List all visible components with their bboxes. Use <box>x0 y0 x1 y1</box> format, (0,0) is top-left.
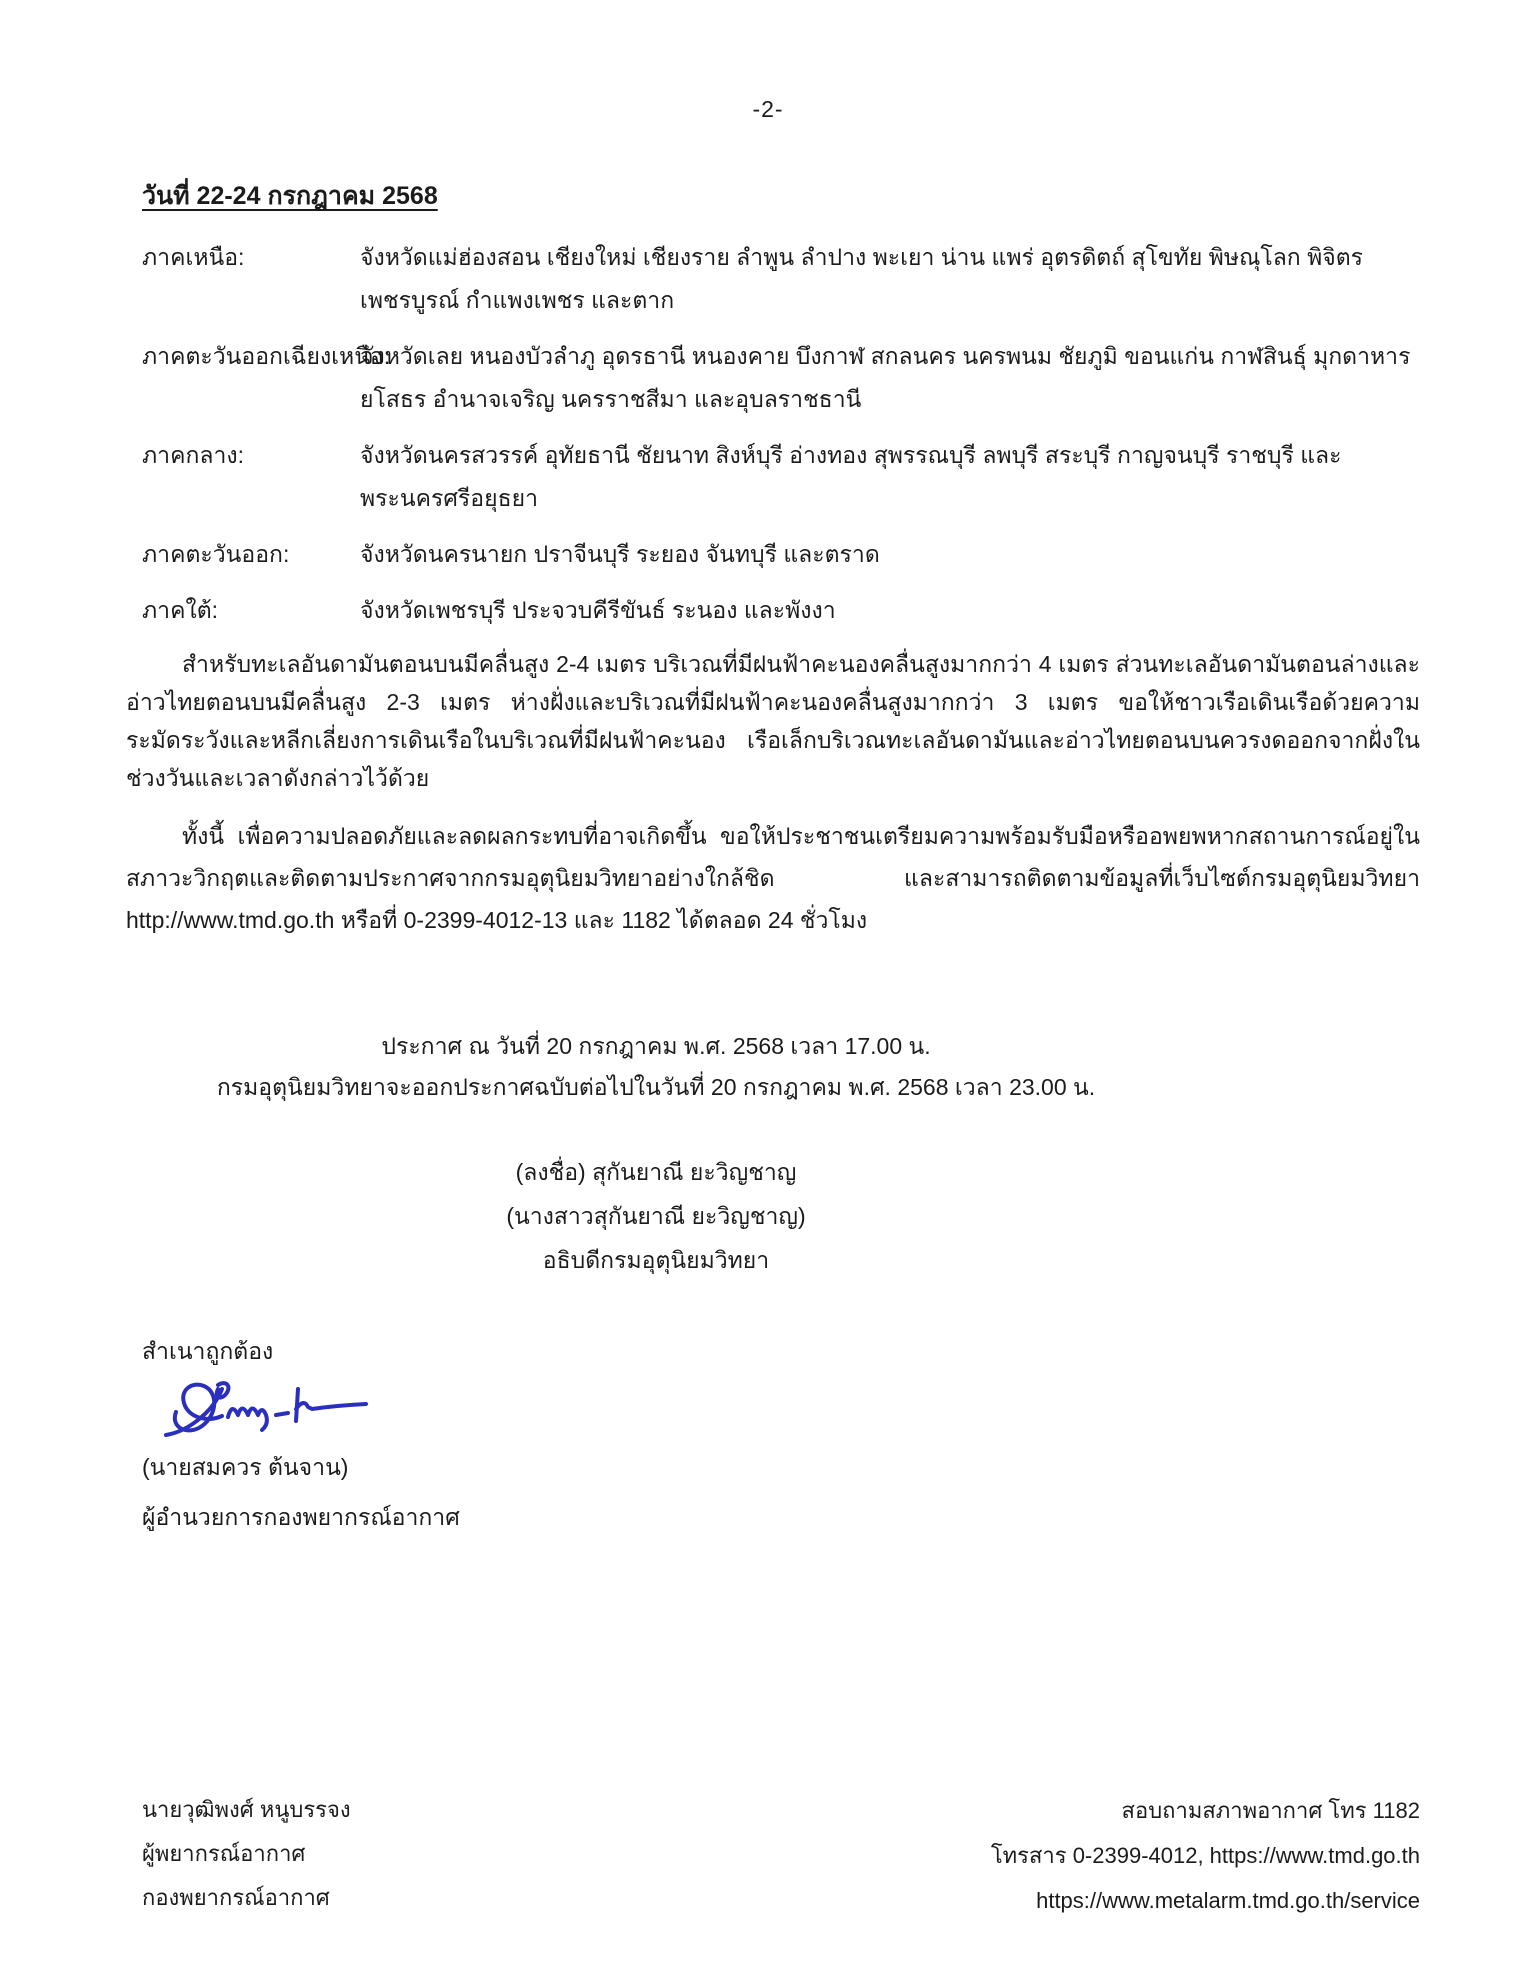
signatory-name: (นางสาวสุกันยาณี ยะวิญชาญ) <box>506 1203 806 1229</box>
weather-hotline: สอบถามสภาพอากาศ โทร 1182 <box>1121 1798 1420 1823</box>
forecaster-name: นายวุฒิพงศ์ หนูบรรจง <box>142 1797 351 1822</box>
certified-copy-label: สำเนาถูกต้อง <box>142 1338 274 1364</box>
region-row-east <box>142 533 1426 576</box>
region-provinces: จังหวัดเลย หนองบัวลำภู อุดรธานี หนองคาย บึงกาฬ สกลนคร นครพนม ชัยภูมิ ขอนแก่น กาฬสินธุ์ มุกดาหาร ยโสธร อำนาจเจริญ นครราชสีมา และอุบลราชธานี <box>360 343 1411 412</box>
issuance-datetime: ประกาศ ณ วันที่ 20 กรกฎาคม พ.ศ. 2568 เวลา 17.00 น. <box>381 1033 931 1059</box>
handwritten-signature-icon <box>160 1376 374 1446</box>
forecaster-role: ผู้พยากรณ์อากาศ <box>142 1841 306 1866</box>
forecast-period-heading: วันที่ 22-24 กรกฎาคม 2568 <box>142 182 438 210</box>
certifier-title: ผู้อำนวยการกองพยากรณ์อากาศ <box>142 1504 460 1530</box>
region-provinces: จังหวัดนครนายก ปราจีนบุรี ระยอง จันทบุรี และตราด <box>360 541 880 567</box>
region-row-north <box>142 236 1426 322</box>
region-label: ภาคตะวันออกเฉียงเหนือ: <box>142 343 391 369</box>
forecaster-info-block <box>142 1788 351 1920</box>
region-label: ภาคใต้: <box>142 597 219 623</box>
signatory-title: อธิบดีกรมอุตุนิยมวิทยา <box>542 1247 770 1273</box>
issuance-block <box>126 1026 1186 1108</box>
fax-and-website: โทรสาร 0-2399-4012, https://www.tmd.go.th <box>990 1843 1420 1868</box>
region-label: ภาคกลาง: <box>142 442 245 468</box>
safety-advice-paragraph: ทั้งนี้ เพื่อความปลอดภัยและลดผลกระทบที่อาจเกิดขึ้น ขอให้ประชาชนเตรียมความพร้อมรับมือหรืออพยพหากสถานการณ์อยู่ในสภาวะวิกฤตและติดตามประกาศจากกรมอุตุนิยมวิทยาอย่างใกล้ชิด และสามารถติดตามข้อมูลที่เว็บไซต์กรมอุตุนิยมวิทยา http://www.tmd.go.th หรือที่ 0-2399-4012-13 และ 1182 ได้ตลอด 24 ชั่วโมง <box>126 823 1420 933</box>
certifier-name: (นายสมควร ต้นจาน) <box>142 1454 349 1480</box>
region-row-central <box>142 434 1426 520</box>
region-forecast-list <box>142 236 1426 645</box>
contact-info-block <box>991 1788 1420 1923</box>
region-provinces: จังหวัดแม่ฮ่องสอน เชียงใหม่ เชียงราย ลำพูน ลำปาง พะเยา น่าน แพร่ อุตรดิตถ์ สุโขทัย พิษณุโลก พิจิตร เพชรบูรณ์ กำแพงเพชร และตาก <box>360 244 1364 313</box>
region-provinces: จังหวัดนครสวรรค์ อุทัยธานี ชัยนาท สิงห์บุรี อ่างทอง สุพรรณบุรี ลพบุรี สระบุรี กาญจนบุรี ราชบุรี และพระนครศรีอยุธยา <box>360 442 1342 511</box>
alert-service-url: https://www.metalarm.tmd.go.th/service <box>1036 1888 1420 1913</box>
region-row-south <box>142 589 1426 632</box>
page-number: -2- <box>752 96 784 122</box>
signatory-block <box>126 1150 1186 1282</box>
forecaster-division: กองพยากรณ์อากาศ <box>142 1885 330 1910</box>
region-provinces: จังหวัดเพชรบุรี ประจวบคีรีขันธ์ ระนอง และพังงา <box>360 597 836 623</box>
region-label: ภาคตะวันออก: <box>142 541 290 567</box>
signature-strokes <box>166 1383 366 1435</box>
region-label: ภาคเหนือ: <box>142 244 245 270</box>
certified-copy-block <box>142 1334 460 1536</box>
next-announcement-note: กรมอุตุนิยมวิทยาจะออกประกาศฉบับต่อไปในวันที่ 20 กรกฎาคม พ.ศ. 2568 เวลา 23.00 น. <box>216 1074 1096 1100</box>
signed-by-line: (ลงชื่อ) สุกันยาณี ยะวิญชาญ <box>515 1159 797 1185</box>
sea-conditions-paragraph: สำหรับทะเลอันดามันตอนบนมีคลื่นสูง 2-4 เมตร บริเวณที่มีฝนฟ้าคะนองคลื่นสูงมากกว่า 4 เมตร ส่วนทะเลอันดามันตอนล่างและอ่าวไทยตอนบนมีคลื่นสูง 2-3 เมตร ห่างฝั่งและบริเวณที่มีฝนฟ้าคะนองคลื่นสูงมากกว่า 3 เมตร ขอให้ชาวเรือเดินเรือด้วยความระมัดระวังและหลีกเลี่ยงการเดินเรือในบริเวณที่มีฝนฟ้าคะนอง เรือเล็กบริเวณทะเลอันดามันและอ่าวไทยตอนบนควรงดออกจากฝั่งในช่วงวันและเวลาดังกล่าวไว้ด้วย <box>126 651 1420 791</box>
region-row-northeast <box>142 335 1426 421</box>
